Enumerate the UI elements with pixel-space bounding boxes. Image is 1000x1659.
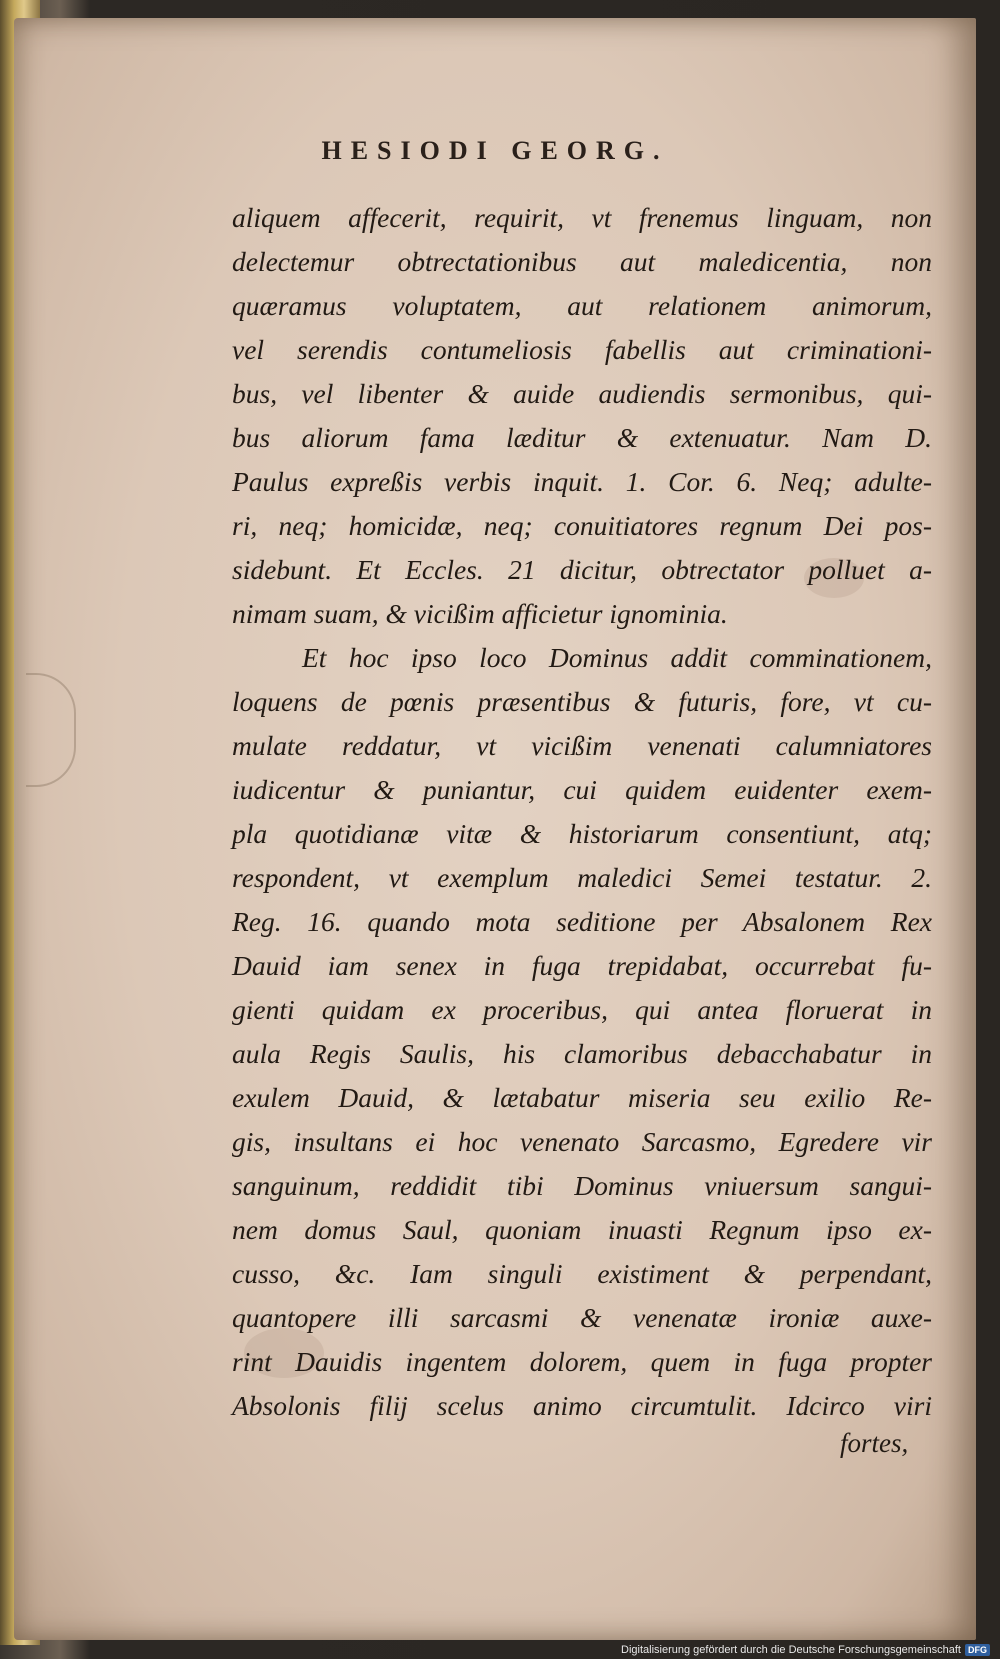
text-line: Reg. 16. quando mota seditione per Absalonem Rex: [232, 906, 932, 937]
text-line: nimam suam, & vicißim afficietur ignominia.: [232, 598, 728, 629]
text-line: cusso, &c. Iam singuli existiment & perpendant,: [232, 1258, 932, 1289]
text-line: quantopere illi sarcasmi & venenatæ ironiæ auxe-: [232, 1302, 932, 1333]
credit-text: Digitalisierung gefördert durch die Deutsche Forschungsgemeinschaft: [621, 1644, 961, 1656]
text-line: ri, neq; homicidæ, neq; conuitiatores regnum Dei pos-: [232, 510, 932, 541]
text-line: Absolonis filij scelus animo circumtulit. Idcirco viri: [232, 1390, 932, 1421]
text-line: loquens de pœnis præsentibus & futuris, fore, vt cu-: [232, 686, 932, 717]
text-line: delectemur obtrectationibus aut maledicentia, non: [232, 246, 932, 277]
text-line: bus aliorum fama læditur & extenuatur. Nam D.: [232, 422, 932, 453]
text-block: [232, 196, 932, 1428]
text-line: mulate reddatur, vt vicißim venenati calumniatores: [232, 730, 932, 761]
text-line: rint Dauidis ingentem dolorem, quem in fuga propter: [232, 1346, 932, 1377]
text-line: pla quotidianæ vitæ & historiarum consentiunt, atq;: [232, 818, 932, 849]
catchword: fortes,: [840, 1428, 909, 1458]
text-line: aliquem affecerit, requirit, vt frenemus linguam, non: [232, 202, 932, 233]
text-line: Paulus expreßis verbis inquit. 1. Cor. 6. Neq; adulte-: [232, 466, 932, 497]
text-line: vel serendis contumeliosis fabellis aut criminationi-: [232, 334, 932, 365]
text-line: respondent, vt exemplum maledici Semei testatur. 2.: [232, 862, 932, 893]
text-line: Et hoc ipso loco Dominus addit comminationem,: [302, 642, 932, 673]
book-page: [14, 18, 976, 1640]
text-line: Dauid iam senex in fuga trepidabat, occurrebat fu-: [232, 950, 932, 981]
digitization-credit: [621, 1644, 990, 1656]
text-line: exulem Dauid, & lætabatur miseria seu exilio Re-: [232, 1082, 932, 1113]
text-line: gis, insultans ei hoc venenato Sarcasmo, Egredere vir: [232, 1126, 932, 1157]
text-line: sidebunt. Et Eccles. 21 dicitur, obtrectator polluet a-: [232, 554, 932, 585]
text-line: sanguinum, reddidit tibi Dominus vniuersum sangui-: [232, 1170, 932, 1201]
dfg-logo: DFG: [965, 1644, 990, 1656]
text-line: bus, vel libenter & auide audiendis sermonibus, qui-: [232, 378, 932, 409]
running-header: HESIODI GEORG.: [321, 136, 669, 165]
clasp-mark: [26, 673, 76, 787]
text-line: quæramus voluptatem, aut relationem animorum,: [232, 290, 932, 321]
text-line: nem domus Saul, quoniam inuasti Regnum ipso ex-: [232, 1214, 932, 1245]
text-line: aula Regis Saulis, his clamoribus debacchabatur in: [232, 1038, 932, 1069]
text-line: iudicentur & puniantur, cui quidem euidenter exem-: [232, 774, 932, 805]
text-line: gienti quidam ex proceribus, qui antea floruerat in: [232, 994, 932, 1025]
